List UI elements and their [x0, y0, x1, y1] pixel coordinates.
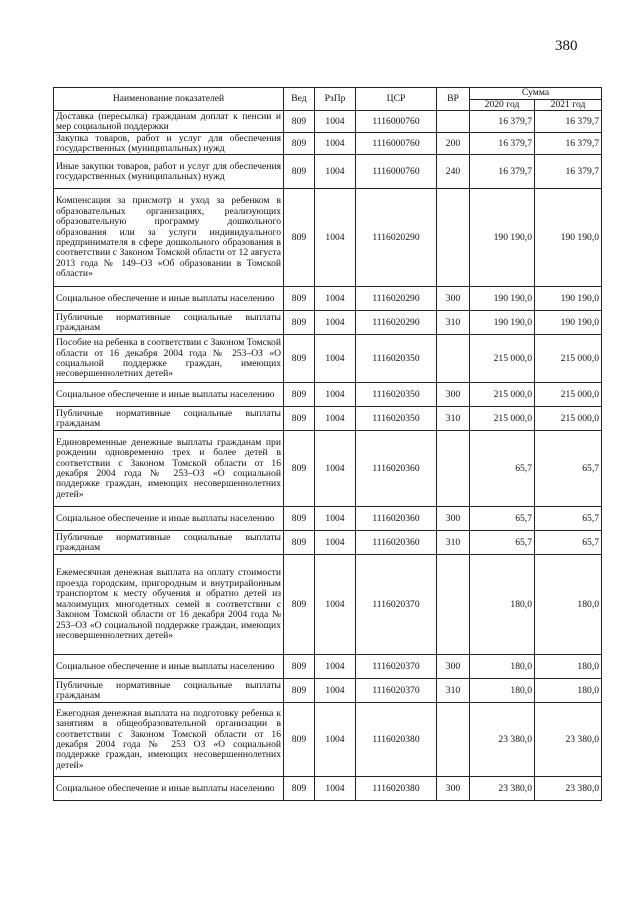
table-row — [54, 431, 602, 507]
row-ved: 809 — [284, 555, 315, 655]
header-2020: 2020 год — [470, 100, 535, 111]
row-name: Социальное обеспечение и иные выплаты населению — [54, 655, 284, 679]
row-csr: 1116020290 — [356, 287, 437, 311]
row-rzpr: 1004 — [315, 777, 356, 801]
row-csr: 1116020350 — [356, 383, 437, 407]
row-rzpr: 1004 — [315, 189, 356, 287]
row-sum-2020: 215 000,0 — [470, 335, 535, 383]
row-rzpr: 1004 — [315, 655, 356, 679]
header-csr: ЦСР — [356, 88, 437, 111]
table-row — [54, 531, 602, 555]
table-row — [54, 189, 602, 287]
row-name: Социальное обеспечение и иные выплаты населению — [54, 287, 284, 311]
row-csr: 1116020370 — [356, 655, 437, 679]
row-sum-2021: 16 379,7 — [535, 155, 602, 189]
row-csr: 1116020350 — [356, 335, 437, 383]
row-rzpr: 1004 — [315, 407, 356, 431]
row-vr: 310 — [437, 407, 470, 431]
row-sum-2020: 180,0 — [470, 655, 535, 679]
row-rzpr: 1004 — [315, 155, 356, 189]
row-name: Ежемесячная денежная выплата на оплату стоимости проезда городским, пригородным и внутрирайонным транспортом к месту обучения и обратно детей из малоимущих многодетных семей в соответствии с Законом Томской области от 16 декабря 2004 года № 253–ОЗ «О социальной поддержке граждан, имеющих несовершеннолетних детей» — [54, 555, 284, 655]
row-sum-2021: 65,7 — [535, 507, 602, 531]
table-row — [54, 133, 602, 155]
row-vr — [437, 335, 470, 383]
row-name: Иные закупки товаров, работ и услуг для обеспечения государственных (муниципальных) нужд — [54, 155, 284, 189]
row-rzpr: 1004 — [315, 133, 356, 155]
row-ved: 809 — [284, 507, 315, 531]
row-sum-2020: 65,7 — [470, 431, 535, 507]
row-csr: 1116000760 — [356, 133, 437, 155]
row-ved: 809 — [284, 431, 315, 507]
row-vr — [437, 703, 470, 777]
row-csr: 1116020290 — [356, 311, 437, 335]
row-vr: 300 — [437, 507, 470, 531]
row-vr — [437, 555, 470, 655]
row-name: Социальное обеспечение и иные выплаты населению — [54, 507, 284, 531]
row-name: Социальное обеспечение и иные выплаты населению — [54, 777, 284, 801]
row-rzpr: 1004 — [315, 431, 356, 507]
row-sum-2020: 23 380,0 — [470, 777, 535, 801]
row-vr: 300 — [437, 777, 470, 801]
table-row — [54, 555, 602, 655]
row-rzpr: 1004 — [315, 111, 356, 133]
row-ved: 809 — [284, 407, 315, 431]
row-sum-2021: 23 380,0 — [535, 777, 602, 801]
row-ved: 809 — [284, 155, 315, 189]
row-sum-2020: 65,7 — [470, 531, 535, 555]
row-vr — [437, 189, 470, 287]
row-csr: 1116020380 — [356, 703, 437, 777]
row-ved: 809 — [284, 679, 315, 703]
row-sum-2021: 16 379,7 — [535, 133, 602, 155]
row-sum-2021: 190 190,0 — [535, 311, 602, 335]
table-row — [54, 111, 602, 133]
row-csr: 1116020380 — [356, 777, 437, 801]
row-csr: 1116020360 — [356, 507, 437, 531]
row-sum-2020: 23 380,0 — [470, 703, 535, 777]
header-ved: Вед — [284, 88, 315, 111]
row-sum-2020: 65,7 — [470, 507, 535, 531]
row-ved: 809 — [284, 111, 315, 133]
budget-table — [53, 87, 602, 801]
row-vr: 310 — [437, 679, 470, 703]
table-row — [54, 777, 602, 801]
row-sum-2021: 190 190,0 — [535, 287, 602, 311]
header-vr: ВР — [437, 88, 470, 111]
header-sum: Сумма — [470, 88, 602, 100]
row-csr: 1116020370 — [356, 679, 437, 703]
table-body — [54, 111, 602, 801]
row-name: Доставка (пересылка) гражданам доплат к пенсии и мер социальной поддержки — [54, 111, 284, 133]
table-row — [54, 155, 602, 189]
row-sum-2020: 180,0 — [470, 555, 535, 655]
header-2021: 2021 год — [535, 100, 602, 111]
row-rzpr: 1004 — [315, 335, 356, 383]
row-vr: 300 — [437, 655, 470, 679]
row-sum-2021: 215 000,0 — [535, 383, 602, 407]
row-sum-2020: 16 379,7 — [470, 133, 535, 155]
row-vr — [437, 431, 470, 507]
row-vr: 200 — [437, 133, 470, 155]
row-sum-2020: 180,0 — [470, 679, 535, 703]
row-sum-2020: 215 000,0 — [470, 407, 535, 431]
row-ved: 809 — [284, 383, 315, 407]
row-sum-2021: 180,0 — [535, 679, 602, 703]
row-sum-2021: 23 380,0 — [535, 703, 602, 777]
row-sum-2020: 190 190,0 — [470, 189, 535, 287]
row-sum-2020: 190 190,0 — [470, 287, 535, 311]
row-name: Публичные нормативные социальные выплаты гражданам — [54, 407, 284, 431]
header-rzpr: РзПр — [315, 88, 356, 111]
row-sum-2021: 180,0 — [535, 555, 602, 655]
row-rzpr: 1004 — [315, 555, 356, 655]
table-row — [54, 383, 602, 407]
row-ved: 809 — [284, 189, 315, 287]
row-vr: 300 — [437, 287, 470, 311]
row-csr: 1116020360 — [356, 531, 437, 555]
row-ved: 809 — [284, 287, 315, 311]
row-ved: 809 — [284, 777, 315, 801]
row-sum-2021: 215 000,0 — [535, 335, 602, 383]
row-vr — [437, 111, 470, 133]
row-vr: 300 — [437, 383, 470, 407]
row-name: Публичные нормативные социальные выплаты гражданам — [54, 679, 284, 703]
row-rzpr: 1004 — [315, 287, 356, 311]
table-row — [54, 679, 602, 703]
row-ved: 809 — [284, 335, 315, 383]
page-number: 380 — [555, 38, 578, 54]
row-name: Публичные нормативные социальные выплаты гражданам — [54, 531, 284, 555]
table-row — [54, 703, 602, 777]
row-name: Пособие на ребенка в соответствии с Законом Томской области от 16 декабря 2004 года № 253–ОЗ «О социальной поддержке граждан, имеющих несовершеннолетних детей» — [54, 335, 284, 383]
row-sum-2020: 190 190,0 — [470, 311, 535, 335]
row-sum-2021: 16 379,7 — [535, 111, 602, 133]
row-csr: 1116020350 — [356, 407, 437, 431]
row-rzpr: 1004 — [315, 679, 356, 703]
row-ved: 809 — [284, 703, 315, 777]
row-name: Публичные нормативные социальные выплаты гражданам — [54, 311, 284, 335]
row-csr: 1116020290 — [356, 189, 437, 287]
row-name: Единовременные денежные выплаты гражданам при рождении одновременно трех и более детей в соответствии с Законом Томской области от 16 декабря 2004 года № 253–ОЗ «О социальной поддержке граждан, имеющих несовершеннолетних детей» — [54, 431, 284, 507]
row-csr: 1116000760 — [356, 111, 437, 133]
table-row — [54, 407, 602, 431]
row-sum-2020: 215 000,0 — [470, 383, 535, 407]
row-ved: 809 — [284, 133, 315, 155]
row-name: Социальное обеспечение и иные выплаты населению — [54, 383, 284, 407]
table-row — [54, 335, 602, 383]
row-ved: 809 — [284, 531, 315, 555]
table-row — [54, 287, 602, 311]
row-sum-2021: 180,0 — [535, 655, 602, 679]
row-sum-2020: 16 379,7 — [470, 111, 535, 133]
header-name: Наименование показателей — [54, 88, 284, 111]
row-vr: 240 — [437, 155, 470, 189]
row-rzpr: 1004 — [315, 507, 356, 531]
row-rzpr: 1004 — [315, 383, 356, 407]
table-row — [54, 311, 602, 335]
row-name: Ежегодная денежная выплата на подготовку ребенка к занятиям в общеобразовательной организации в соответствии с Законом Томской области от 16 декабря 2004 года № 253 ОЗ «О социальной поддержке граждан, имеющих несовершеннолетних детей» — [54, 703, 284, 777]
row-sum-2021: 65,7 — [535, 531, 602, 555]
table-row — [54, 655, 602, 679]
row-rzpr: 1004 — [315, 311, 356, 335]
row-vr: 310 — [437, 531, 470, 555]
row-name: Закупка товаров, работ и услуг для обеспечения государственных (муниципальных) нужд — [54, 133, 284, 155]
row-vr: 310 — [437, 311, 470, 335]
row-csr: 1116020360 — [356, 431, 437, 507]
row-name: Компенсация за присмотр и уход за ребенком в образовательных организациях, реализующих образовательную программу дошкольного образования или за услуги индивидуального предпринимателя в сфере дошкольного образования в соответствии с Законом Томской области от 12 августа 2013 года № 149–ОЗ «Об образовании в Томской области» — [54, 189, 284, 287]
row-sum-2021: 190 190,0 — [535, 189, 602, 287]
row-csr: 1116020370 — [356, 555, 437, 655]
row-csr: 1116000760 — [356, 155, 437, 189]
row-sum-2020: 16 379,7 — [470, 155, 535, 189]
row-sum-2021: 215 000,0 — [535, 407, 602, 431]
table-row — [54, 507, 602, 531]
row-ved: 809 — [284, 655, 315, 679]
row-rzpr: 1004 — [315, 531, 356, 555]
row-sum-2021: 65,7 — [535, 431, 602, 507]
row-ved: 809 — [284, 311, 315, 335]
row-rzpr: 1004 — [315, 703, 356, 777]
